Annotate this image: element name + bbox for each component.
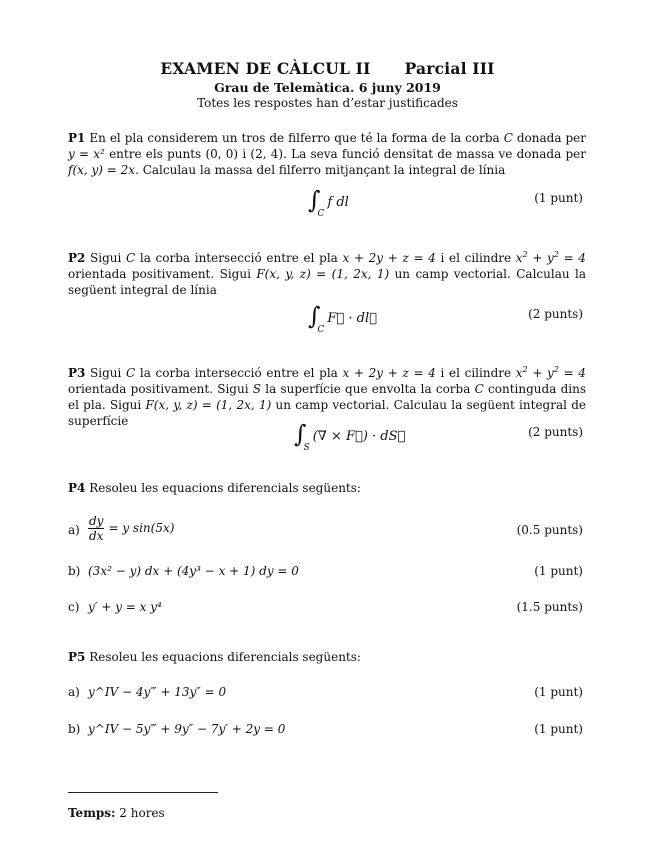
- p2-text-4: orientada positivament. Sigui: [68, 267, 251, 281]
- p1-formula: [308, 184, 349, 219]
- problem-5a: [68, 685, 583, 707]
- p3-text-6: continguda dins el pla. Sigui: [68, 382, 586, 412]
- p1-curve: y = x²: [68, 147, 105, 161]
- p3-text-5: la superfície que envolta la corba: [265, 382, 471, 396]
- problem-4-statement: [68, 480, 586, 496]
- problem-4-label: P4: [68, 481, 86, 495]
- p1-text-5: . La seva funció densitat de massa ve donada per: [283, 147, 586, 161]
- p3-field: F(x, y, z) = (1, 2x, 1): [145, 398, 272, 412]
- problem-4b-points: (1 punt): [534, 564, 583, 578]
- p3-int-sub: S: [303, 443, 310, 453]
- exam-title: [0, 59, 655, 78]
- p1-text-2: donada per: [516, 131, 586, 145]
- p3-var-c: C: [126, 366, 136, 380]
- p1-point-2: (2, 4): [250, 147, 284, 161]
- p2-text-5: un camp vectorial. Calculau la següent integral de línia: [68, 267, 586, 297]
- p2-plane: x + 2y + z = 4: [342, 251, 436, 265]
- problem-2-points: (2 punts): [528, 307, 583, 321]
- item-label: b): [68, 722, 81, 736]
- p1-text-3: entre els punts: [109, 147, 202, 161]
- p4b-equation: (3x² − y) dx + (4y³ − x + 1) dy = 0: [88, 564, 299, 578]
- problem-4a: [68, 514, 583, 548]
- p1-int-sub: C: [317, 209, 325, 219]
- p4-intro: Resoleu les equacions diferencials següents:: [89, 481, 361, 495]
- p3-text-1: Sigui: [90, 366, 122, 380]
- p2-integrand: F⃗ · dl⃗: [327, 311, 377, 326]
- problem-5-statement: [68, 649, 586, 665]
- p1-integrand: f dl: [327, 195, 349, 210]
- p3-text-7: un camp vectorial. Calculau la següent integral de superfície: [68, 398, 586, 428]
- item-label: c): [68, 600, 80, 614]
- problem-2-label: P2: [68, 251, 86, 265]
- problem-3-label: P3: [68, 366, 86, 380]
- problem-1-integral: [0, 184, 655, 218]
- p5b-equation: y^IV − 5y‴ + 9y″ − 7y′ + 2y = 0: [88, 722, 286, 736]
- p1-var-c: C: [503, 131, 513, 145]
- p1-density: f(x, y) = 2x: [68, 163, 136, 177]
- p2-var-c: C: [126, 251, 136, 265]
- exam-note: Totes les respostes han d’estar justificades: [197, 96, 458, 110]
- time-value: 2 hores: [119, 806, 165, 820]
- title-text: EXAMEN DE CÀLCUL II: [160, 59, 371, 78]
- p5a-equation: y^IV − 4y‴ + 13y″ = 0: [88, 685, 227, 699]
- problem-4c: [68, 600, 583, 622]
- integral-sign: ∫: [308, 186, 321, 214]
- p2-field: F(x, y, z) = (1, 2x, 1): [256, 267, 390, 281]
- p3-cylinder: $x^2 + y^2 = 4$: [515, 365, 586, 380]
- p3-plane: x + 2y + z = 4: [342, 366, 436, 380]
- item-label: a): [68, 523, 80, 537]
- problem-4b: [68, 564, 583, 586]
- problem-2-statement: [68, 247, 586, 298]
- problem-3-points: (2 punts): [528, 425, 583, 439]
- p4a-equation: [88, 514, 174, 543]
- p3-var-s: S: [252, 382, 262, 396]
- p3-integrand: (∇ × F⃗) · dS⃗: [312, 429, 406, 444]
- item-label: b): [68, 564, 81, 578]
- dy-dx-fraction: $\frac{dy}{dx}$: [89, 514, 104, 543]
- p3-text-4: orientada positivament. Sigui: [68, 382, 249, 396]
- p4c-equation: y′ + y = x y⁴: [88, 600, 162, 614]
- problem-5a-points: (1 punt): [534, 685, 583, 699]
- problem-3-integral: [0, 418, 655, 452]
- problem-4c-points: (1.5 punts): [516, 600, 583, 614]
- integral-sign: ∫: [294, 420, 307, 448]
- problem-5b: [68, 722, 583, 744]
- problem-4a-points: (0.5 punts): [516, 523, 583, 537]
- p3-text-3: i el cilindre: [440, 366, 512, 380]
- problem-2-integral: [0, 300, 655, 334]
- exam-subtitle: Grau de Telemàtica. 6 juny 2019: [214, 80, 441, 95]
- item-label: a): [68, 685, 80, 699]
- problem-5b-points: (1 punt): [534, 722, 583, 736]
- p2-text-3: i el cilindre: [440, 251, 512, 265]
- p2-formula: [308, 300, 377, 335]
- p3-text-2: la corba intersecció entre el pla: [139, 366, 338, 380]
- p3-formula: [294, 418, 406, 453]
- problem-1-label: P1: [68, 131, 86, 145]
- integral-sign: ∫: [308, 302, 321, 330]
- footnote-rule: [68, 792, 218, 793]
- p2-cylinder: $x^2 + y^2 = 4$: [515, 250, 586, 265]
- p1-point-1: (0, 0): [205, 147, 239, 161]
- problem-1-statement: [68, 130, 586, 178]
- p1-text-1: En el pla considerem un tros de filferro que té la forma de la corba: [89, 131, 500, 145]
- p2-text-2: la corba intersecció entre el pla: [139, 251, 338, 265]
- time-label: Temps:: [68, 806, 116, 820]
- problem-5-label: P5: [68, 650, 86, 664]
- p5-intro: Resoleu les equacions diferencials següents:: [89, 650, 361, 664]
- p1-text-4: i: [242, 147, 247, 161]
- part-text: Parcial III: [404, 59, 495, 78]
- p1-text-6: . Calculau la massa del filferro mitjançant la integral de línia: [135, 163, 506, 177]
- time-footnote: [68, 806, 165, 820]
- problem-1-points: (1 punt): [534, 191, 583, 205]
- p3-var-c2: C: [474, 382, 484, 396]
- p2-text-1: Sigui: [90, 251, 122, 265]
- p2-int-sub: C: [317, 325, 325, 335]
- p4a-rhs: = y sin(5x): [108, 521, 175, 535]
